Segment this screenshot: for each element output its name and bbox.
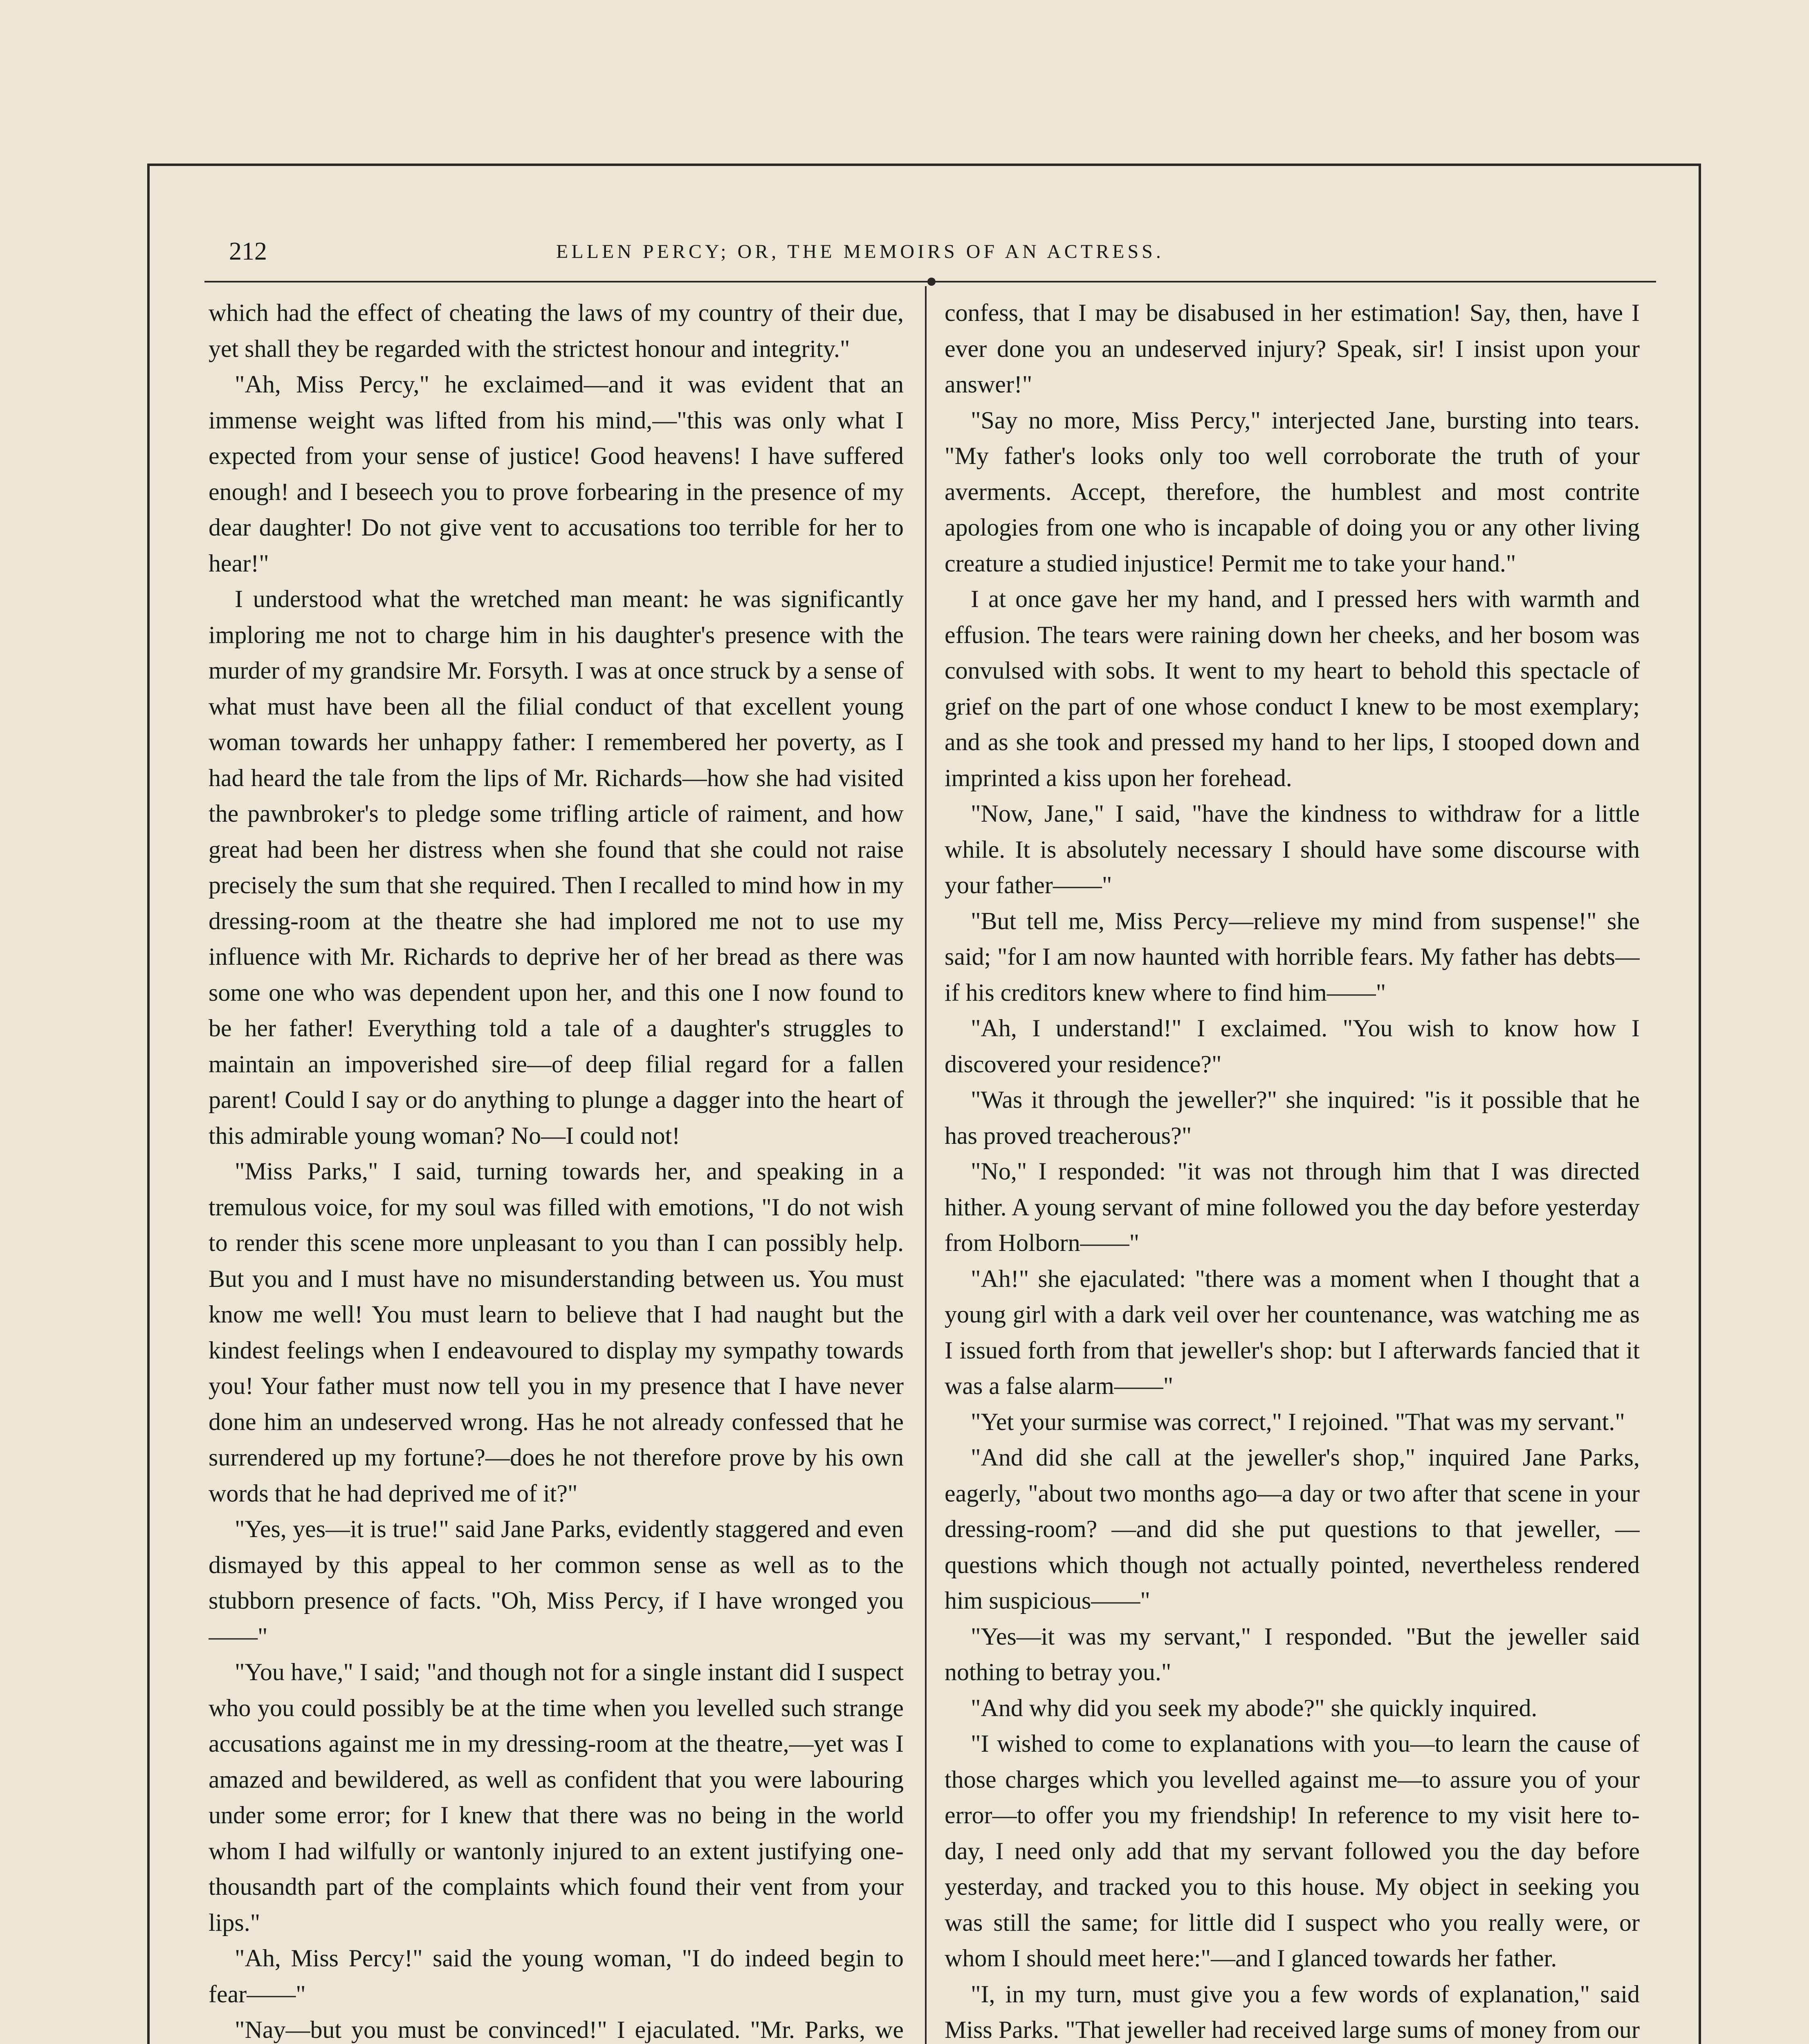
- paragraph: "Ah!" she ejaculated: "there was a moment when I thought that a young girl with a dark veil over her countenance, was watching me as I issued forth from that jeweller's shop: but I afterwards fancied that it was a false alarm——": [945, 1265, 1640, 1399]
- header-rule-ornament: [927, 278, 936, 286]
- paragraph: "Was it through the jeweller?" she inquired: "is it possible that he has proved treacherous?": [945, 1086, 1640, 1149]
- page-header: [221, 237, 1652, 270]
- left-column: [209, 295, 904, 2044]
- running-title: ELLEN PERCY; OR, THE MEMOIRS OF AN ACTRESS.: [556, 241, 1164, 262]
- paragraph: I at once gave her my hand, and I pressed hers with warmth and effusion. The tears were raining down her cheeks, and her bosom was convulsed with sobs. It went to my heart to behold this spectacle of grief on the part of one whose conduct I knew to be most exemplary; and as she took and pressed my hand to her lips, I stooped down and imprinted a kiss upon her forehead.: [945, 585, 1640, 791]
- paragraph: "Yes, yes—it is true!" said Jane Parks, evidently staggered and even dismayed by this appeal to her common sense as well as to the stubborn presence of facts. "Oh, Miss Percy, if I have wronged you——": [209, 1515, 904, 1650]
- frame-right-border: [1699, 164, 1701, 2044]
- paragraph: confess, that I may be disabused in her estimation! Say, then, have I ever done you an undeserved injury? Speak, sir! I insist upon your answer!": [945, 299, 1640, 398]
- paragraph: "And why did you seek my abode?" she quickly inquired.: [971, 1694, 1537, 1721]
- paragraph: "Nay—but you must be convinced!" I ejaculated. "Mr. Parks, we: [235, 2016, 904, 2043]
- paragraph: "Yes—it was my servant," I responded. "But the jeweller said nothing to betray you.": [945, 1623, 1640, 1685]
- paragraph: "Yet your surmise was correct," I rejoined. "That was my servant.": [971, 1408, 1625, 1435]
- paragraph: "And did she call at the jeweller's shop," inquired Jane Parks, eagerly, "about two months ago—a day or two after that scene in your dressing-room? —and did she put questions to that jeweller, —questions which though not actually pointed, nevertheless rendered him suspicious——": [945, 1444, 1640, 1614]
- frame-top-border: [147, 164, 1701, 166]
- paragraph: I understood what the wretched man meant: he was significantly imploring me not to charge him in his daughter's presence with the murder of my grandsire Mr. Forsyth. I was at once struck by a sense of what must have been all the filial conduct of that excellent young woman towards her unhappy father: I remembered her poverty, as I had heard the tale from the lips of Mr. Richards—how she had visited the pawnbroker's to pledge some trifling article of raiment, and how great had been her distress when she found that she could not raise precisely the sum that she required. Then I recalled to mind how in my dressing-room at the theatre she had implored me not to use my influence with Mr. Richards to deprive her of her bread as there was some one who was dependent upon her, and this one I now found to be her father! Everything told a tale of a daughter's struggles to maintain an impoverished sire—of deep filial regard for a fallen parent! Could I say or do anything to plunge a dagger into the heart of this admirable young woman? No—I could not!: [209, 585, 904, 1149]
- column-divider: [925, 286, 927, 2044]
- paragraph: "Ah, Miss Percy!" said the young woman, "I do indeed begin to fear——": [209, 1945, 904, 2008]
- paragraph: "Say no more, Miss Percy," interjected Jane, bursting into tears. "My father's looks only too well corroborate the truth of your averments. Accept, therefore, the humblest and most contrite apologies from one who is incapable of doing you or any other living creature a studied injustice! Permit me to take your hand.": [945, 406, 1640, 577]
- paragraph: "Ah, I understand!" I exclaimed. "You wish to know how I discovered your residence?": [945, 1015, 1640, 1078]
- paragraph: "I wished to come to explanations with you—to learn the cause of those charges which you levelled against me—to assure you of your error—to offer you my friendship! In reference to my visit here to-day, I need only add that my servant followed you the day before yesterday, and tracked you to this house. My object in seeking you was still the same; for little did I suspect who you really were, or whom I should meet here:"—and I glanced towards her father.: [945, 1730, 1640, 1972]
- paragraph: "No," I responded: "it was not through him that I was directed hither. A young servant of mine followed you the day before yesterday from Holborn——": [945, 1158, 1640, 1256]
- frame-left-border: [147, 164, 150, 2044]
- paragraph: which had the effect of cheating the laws of my country of their due, yet shall they be regarded with the strictest honour and integrity.": [209, 299, 904, 362]
- paragraph: "Miss Parks," I said, turning towards her, and speaking in a tremulous voice, for my soul was filled with emotions, "I do not wish to render this scene more unpleasant to you than I can possibly help. But you and I must have no misunderstanding between us. You must know me well! You must learn to believe that I had naught but the kindest feelings when I endeavoured to display my sympathy towards you! Your father must now tell you in my presence that I have never done him an undeserved wrong. Has he not already confessed that he surrendered up my fortune?—does he not therefore prove by his own words that he had deprived me of it?": [209, 1158, 904, 1507]
- paragraph: "I, in my turn, must give you a few words of explanation," said Miss Parks. "That jeweller had received large sums of money from our: [945, 1980, 1640, 2043]
- paragraph: "You have," I said; "and though not for a single instant did I suspect who you could possibly be at the time when you levelled such strange accusations against me in my dressing-room at the theatre,—yet was I amazed and bewildered, as well as confident that you were labouring under some error; for I knew that there was no being in the world whom I had wilfully or wantonly injured to an extent justifying one-thousandth part of the complaints which found their vent from your lips.": [209, 1659, 904, 1936]
- right-column: [945, 295, 1640, 2044]
- paragraph: "Ah, Miss Percy," he exclaimed—and it was evident that an immense weight was lifted from his mind,—"this was only what I expected from your sense of justice! Good heavens! I have suffered enough! and I beseech you to prove forbearing in the presence of my dear daughter! Do not give vent to accusations too terrible for her to hear!": [209, 371, 904, 577]
- page-number: 212: [229, 238, 267, 265]
- paragraph: "But tell me, Miss Percy—relieve my mind from suspense!" she said; "for I am now haunted with horrible fears. My father has debts—if his creditors knew where to find him——": [945, 907, 1640, 1006]
- paragraph: "Now, Jane," I said, "have the kindness to withdraw for a little while. It is absolutely necessary I should have some discourse with your father——": [945, 800, 1640, 899]
